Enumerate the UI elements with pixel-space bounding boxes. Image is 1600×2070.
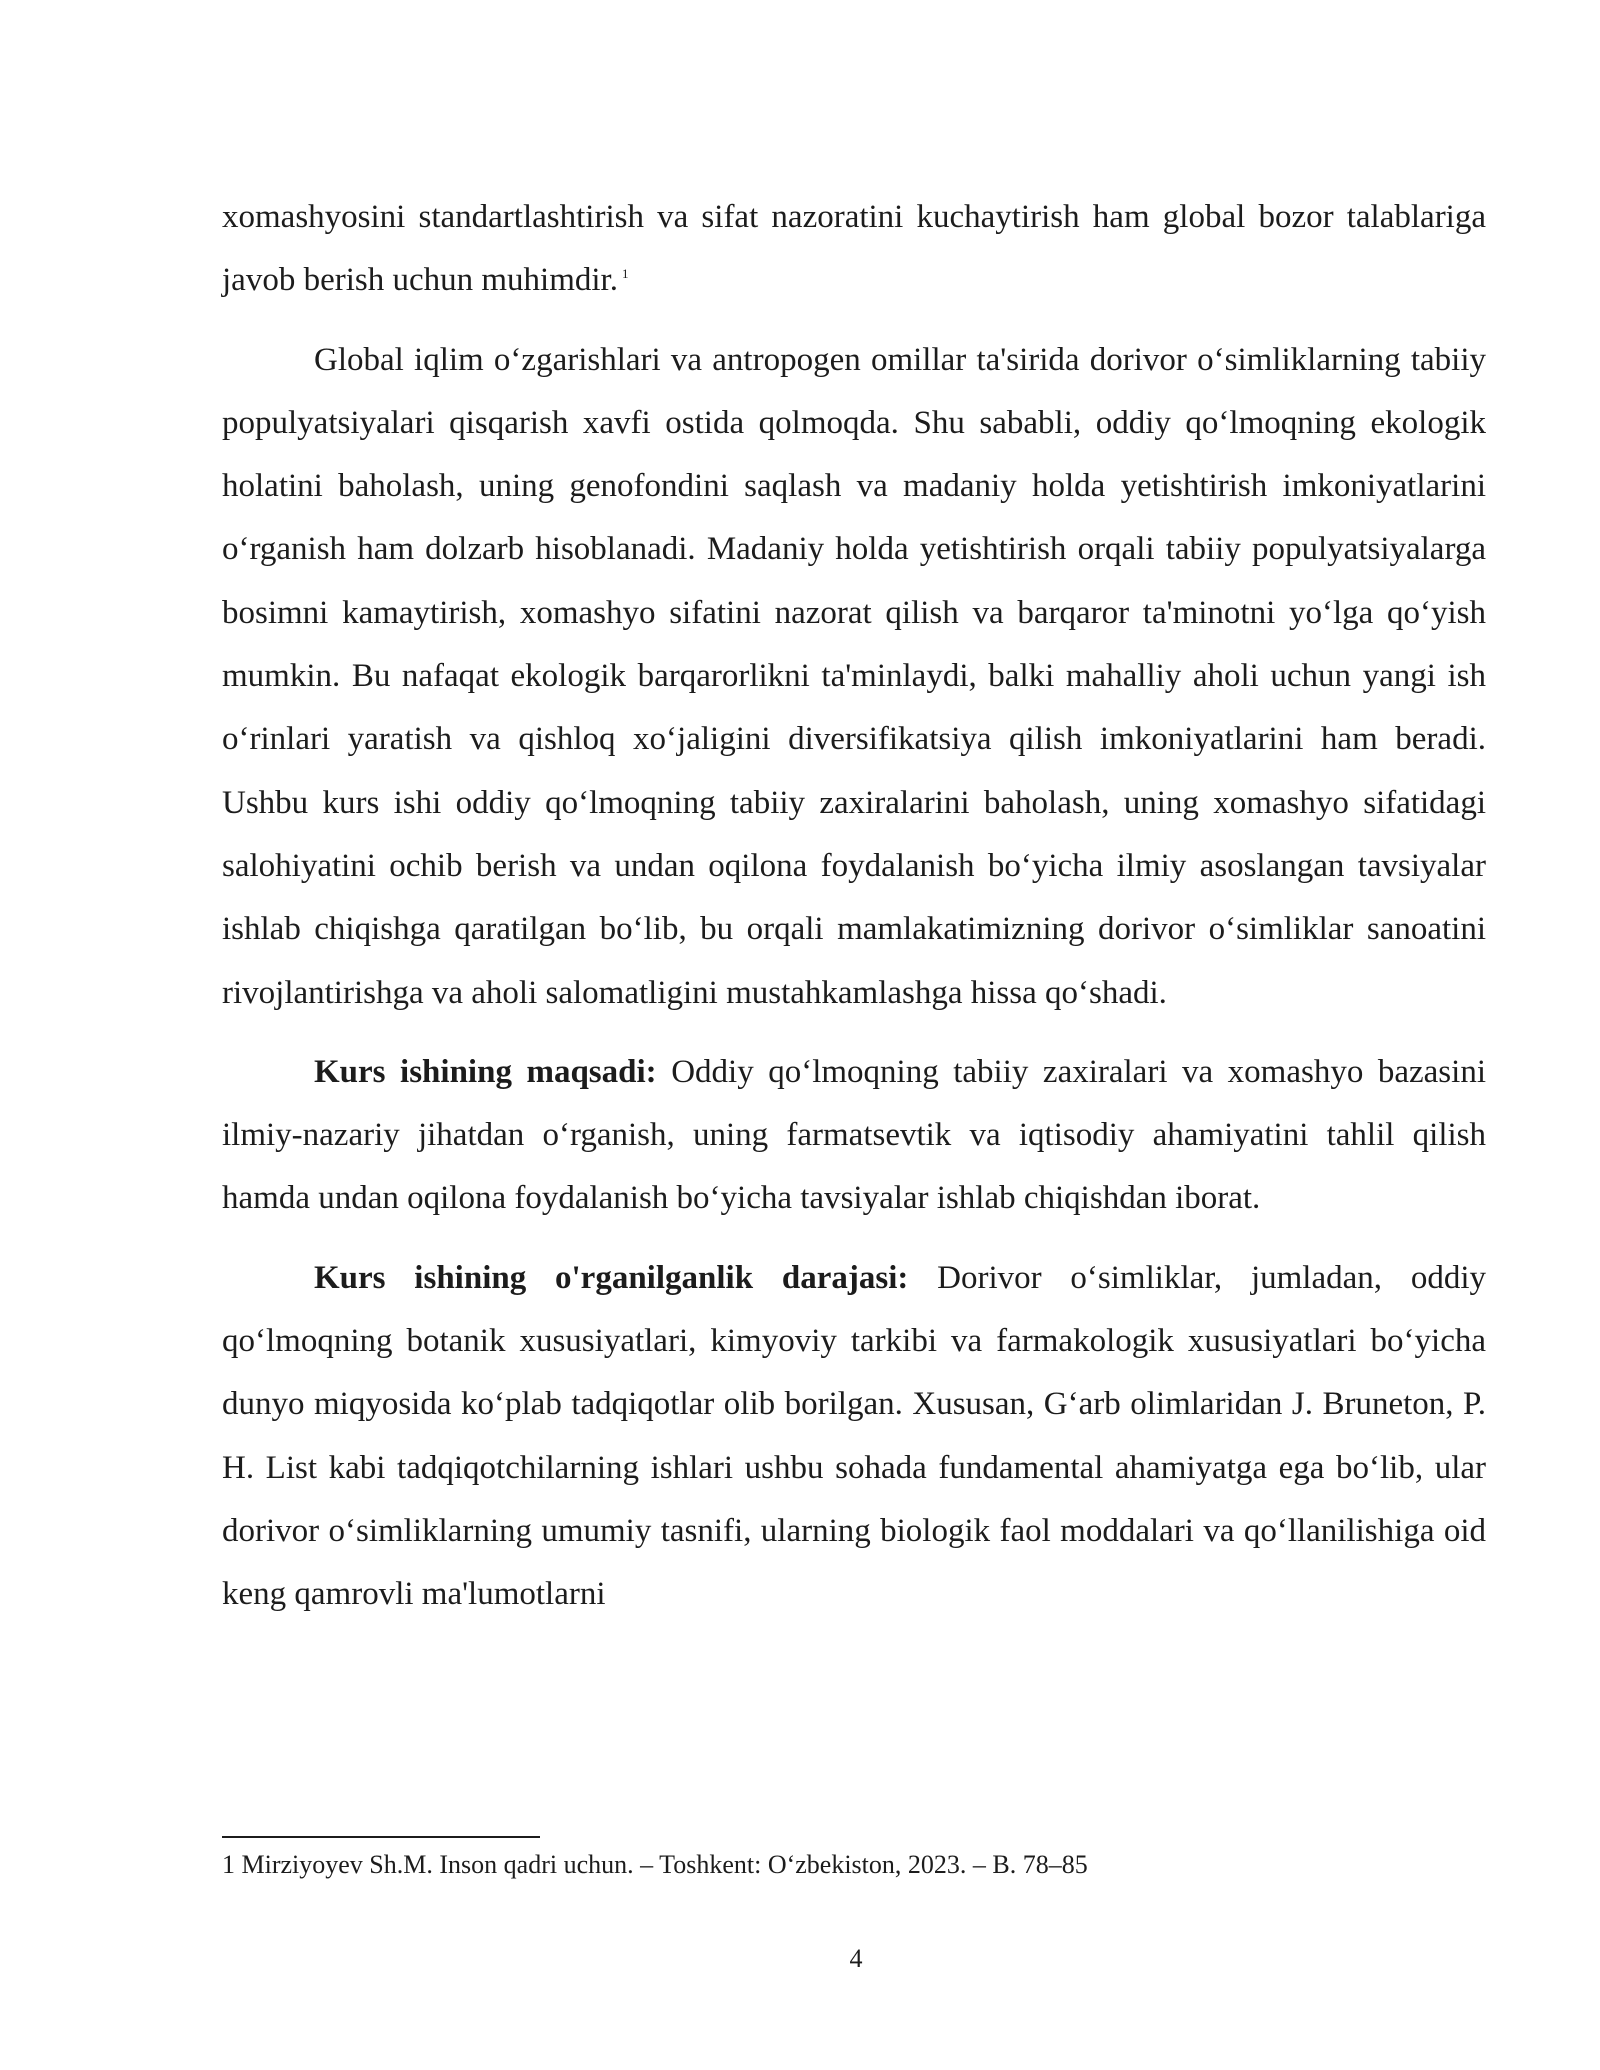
goal-heading: Kurs ishining maqsadi: — [314, 1053, 657, 1090]
paragraph-goal — [222, 1041, 1486, 1231]
study-level-text: Dorivor o‘simliklar, jumladan, oddiy qo‘lmoqning botanik xususiyatlari, kimyoviy tarkibi va farmakologik xususiyatlari bo‘yicha dunyo miqyosida ko‘plab tadqiqotlar olib borilgan. Xususan, G‘arb olimlaridan J. Bruneton, P. H. List kabi tadqiqotchilarning ishlari ushbu sohada fundamental ahamiyatga ega bo‘lib, ular dorivor o‘simliklarning umumiy tasnifi, ularning biologik faol moddalari va qo‘llanilishiga oid keng qamrovli ma'lumotlarni — [222, 1259, 1486, 1613]
footnote-separator — [222, 1836, 540, 1838]
paragraph-2-text: Global iqlim o‘zgarishlari va antropogen omillar ta'sirida dorivor o‘simliklarning tabiiy populyatsiyalari qisqarish xavfi ostida qolmoqda. Shu sababli, oddiy qo‘lmoqning ekologik holatini baholash, uning genofondini saqlash va madaniy holda yetishtirish imkoniyatlarini o‘rganish ham dolzarb hisoblanadi. Madaniy holda yetishtirish orqali tabiiy populyatsiyalarga bosimni kamaytirish, xomashyo sifatini nazorat qilish va barqaror ta'minotni yo‘lga qo‘yish mumkin. Bu nafaqat ekologik barqarorlikni ta'minlaydi, balki mahalliy aholi uchun yangi ish o‘rinlari yaratish va qishloq xo‘jaligini diversifikatsiya qilish imkoniyatlarini ham beradi. Ushbu kurs ishi oddiy qo‘lmoqning tabiiy zaxiralarini baholash, uning xomashyo sifatidagi salohiyatini ochib berish va undan oqilona foydalanish bo‘yicha ilmiy asoslangan tavsiyalar ishlab chiqishga qaratilgan bo‘lib, bu orqali mamlakatimizning dorivor o‘simliklar sanoatini rivojlantirishga va aholi salomatligini mustahkamlashga hissa qo‘shadi. — [222, 341, 1486, 1011]
paragraph-1-text: xomashyosini standartlashtirish va sifat nazoratini kuchaytirish ham global bozor talablariga javob berish uchun muhimdir. — [222, 199, 1486, 299]
paragraph-2 — [222, 329, 1486, 1025]
footnote-reference: 1 — [621, 266, 629, 282]
study-level-heading: Kurs ishining o'rganilganlik darajasi: — [314, 1259, 909, 1296]
page-number: 4 — [849, 1944, 863, 1973]
paragraph-study-level — [222, 1247, 1486, 1627]
paragraph-1 — [222, 186, 1486, 313]
footnote: 1 Mirziyoyev Sh.M. Inson qadri uchun. – Toshkent: O‘zbekiston, 2023. – B. 78–85 — [222, 1850, 1088, 1879]
goal-text: Oddiy qo‘lmoqning tabiiy zaxiralari va xomashyo bazasini ilmiy-nazariy jihatdan o‘rganish, uning farmatsevtik va iqtisodiy ahamiyatini tahlil qilish hamda undan oqilona foydalanish bo‘yicha tavsiyalar ishlab chiqishdan iborat. — [222, 1053, 1486, 1217]
body-text — [222, 186, 1486, 1627]
